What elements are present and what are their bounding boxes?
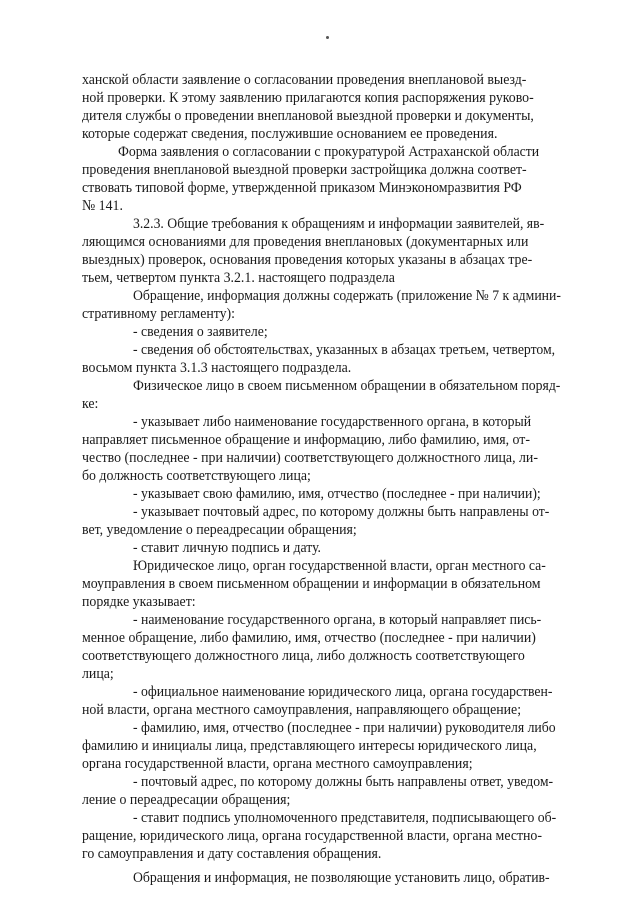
text-line: - сведения о заявителе;: [133, 323, 268, 340]
text-line: ке:: [82, 395, 99, 412]
text-line: - официальное наименование юридического лица, органа государствен-: [133, 683, 553, 700]
text-line: дителя службы о проведении внеплановой выездной проверки и документы,: [82, 107, 534, 124]
text-line: ляющимся основаниями для проведения внеплановых (документарных или: [82, 233, 529, 250]
text-line: ной проверки. К этому заявлению прилагаются копия распоряжения руково-: [82, 89, 534, 106]
text-line: - фамилию, имя, отчество (последнее - при наличии) руководителя либо: [133, 719, 556, 736]
text-line: Юридическое лицо, орган государственной власти, орган местного са-: [133, 557, 546, 574]
text-line: - ставит личную подпись и дату.: [133, 539, 321, 556]
text-line: Обращения и информация, не позволяющие установить лицо, обратив-: [133, 869, 550, 886]
text-line: - указывает почтовый адрес, по которому должны быть направлены от-: [133, 503, 550, 520]
text-line: проведения внеплановой выездной проверки застройщика должна соответ-: [82, 161, 527, 178]
text-line: моуправления в своем письменном обращении и информации в обязательном: [82, 575, 541, 592]
text-line: направляет письменное обращение и информацию, либо фамилию, имя, от-: [82, 431, 530, 448]
text-line: соответствующего должностного лица, либо должность соответствующего: [82, 647, 525, 664]
text-line: фамилию и инициалы лица, представляющего интересы юридического лица,: [82, 737, 537, 754]
text-line: ление о переадресации обращения;: [82, 791, 291, 808]
text-line: восьмом пункта 3.1.3 настоящего подраздела.: [82, 359, 352, 376]
text-line: менное обращение, либо фамилию, имя, отчество (последнее - при наличии): [82, 629, 536, 646]
text-line: бо должность соответствующего лица;: [82, 467, 311, 484]
text-line: - почтовый адрес, по которому должны быть направлены ответ, уведом-: [133, 773, 554, 790]
text-line: вет, уведомление о переадресации обращения;: [82, 521, 357, 538]
text-line: которые содержат сведения, послужившие основанием ее проведения.: [82, 125, 498, 142]
text-line: ствовать типовой форме, утвержденной приказом Минэкономразвития РФ: [82, 179, 522, 196]
text-line: - сведения об обстоятельствах, указанных в абзацах третьем, четвертом,: [133, 341, 556, 358]
text-line: ной власти, органа местного самоуправления, направляющего обращение;: [82, 701, 522, 718]
text-line: - указывает либо наименование государственного органа, в который: [133, 413, 532, 430]
text-line: порядке указывает:: [82, 593, 196, 610]
text-line: тьем, четвертом пункта 3.2.1. настоящего подраздела: [82, 269, 395, 286]
text-line: - наименование государственного органа, в который направляет пись-: [133, 611, 542, 628]
text-line: 3.2.3. Общие требования к обращениям и информации заявителей, яв-: [133, 215, 545, 232]
text-line: ханской области заявление о согласовании проведения внеплановой выезд-: [82, 71, 527, 88]
text-line: стративному регламенту):: [82, 305, 236, 322]
text-line: № 141.: [82, 197, 123, 214]
text-line: выездных) проверок, основания проведения которых указаны в абзацах тре-: [82, 251, 533, 268]
text-line: Обращение, информация должны содержать (приложение № 7 к админи-: [133, 287, 561, 304]
text-line: - ставит подпись уполномоченного представителя, подписывающего об-: [133, 809, 557, 826]
text-line: - указывает свою фамилию, имя, отчество (последнее - при наличии);: [133, 485, 541, 502]
text-line: органа государственной власти, органа местного самоуправления;: [82, 755, 473, 772]
text-line: ращение, юридического лица, органа государственной власти, органа местно-: [82, 827, 542, 844]
text-line: чество (последнее - при наличии) соответствующего должностного лица, ли-: [82, 449, 538, 466]
text-line: го самоуправления и дату составления обращения.: [82, 845, 382, 862]
text-line: Физическое лицо в своем письменном обращении в обязательном поряд-: [133, 377, 561, 394]
text-line: Форма заявления о согласовании с прокуратурой Астраханской области: [118, 143, 540, 160]
text-line: лица;: [82, 665, 114, 682]
